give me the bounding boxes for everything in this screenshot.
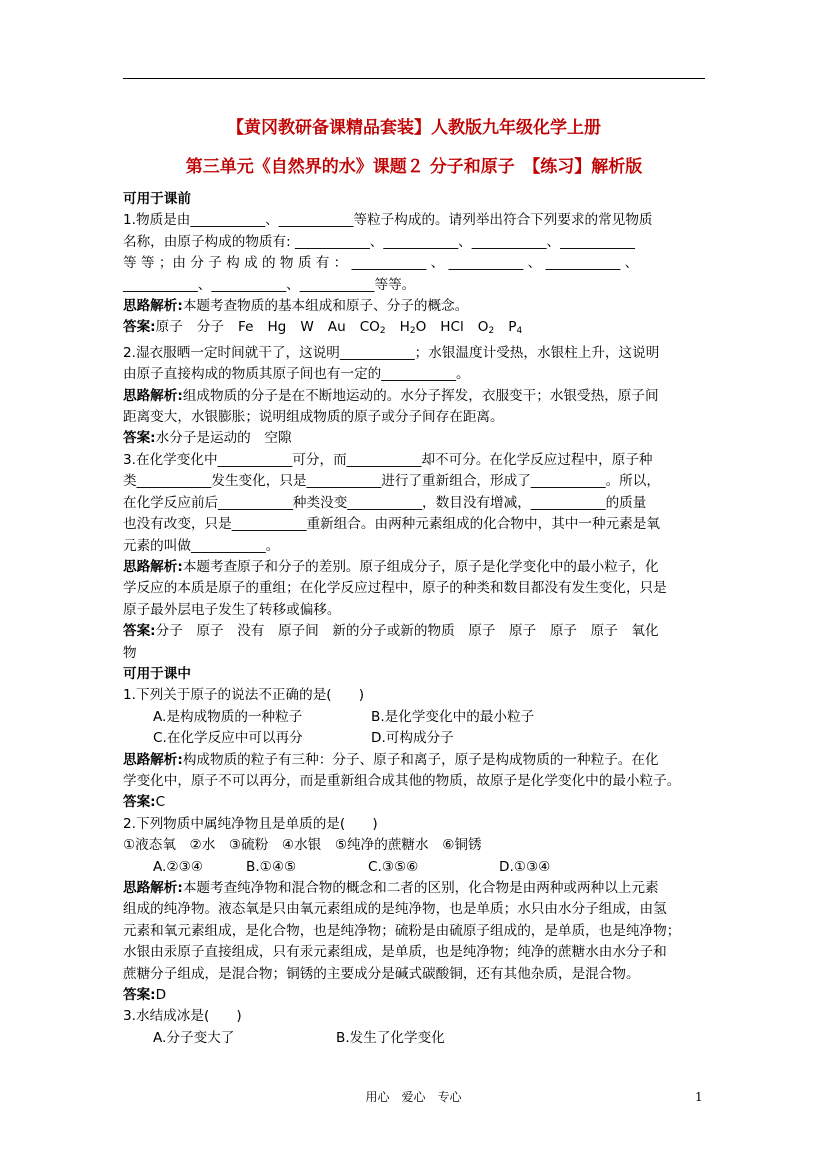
answer-item: 原子 bbox=[155, 319, 183, 336]
analysis-label: 思路解析: bbox=[123, 558, 183, 575]
q4-options-row2 bbox=[123, 728, 705, 749]
option-b: B.①④⑤ bbox=[246, 858, 297, 875]
q5-items: ①液态氧 ②水 ③硫粉 ④水银 ⑤纯净的蔗糖水 ⑥铜锈 bbox=[123, 837, 482, 854]
option-d: D.可构成分子 bbox=[371, 730, 454, 747]
q3-answer-2: 物 bbox=[123, 644, 137, 661]
q5-analysis-1 bbox=[123, 878, 705, 899]
q1-line1: 1.物质是由___________、___________等粒子构成的。请列举出符合下列要求的常见物质 bbox=[123, 212, 653, 229]
formula-o2: $O_2$ bbox=[477, 319, 495, 337]
q4-options-row1 bbox=[123, 707, 705, 728]
answer-text: 水分子是运动的 空隙 bbox=[155, 430, 292, 447]
q3-answer-1 bbox=[123, 621, 705, 642]
option-a: A.分子变大了 bbox=[153, 1029, 235, 1046]
q5-stem: 2.下列物质中属纯净物且是单质的是( ) bbox=[123, 815, 378, 832]
q5-analysis-3: 元素和氧元素组成，是化合物，也是纯净物；硫粉是由硫原子组成的，是单质，也是纯净物； bbox=[123, 922, 681, 939]
q3-line1: 3.在化学变化中___________可分，而___________却不可分。在化学反应过程中，原子种 bbox=[123, 451, 653, 468]
analysis-text: 构成物质的粒子有三种：分子、原子和离子，原子是构成物质的一种粒子。在化 bbox=[182, 751, 659, 768]
q5-analysis-5: 蔗糖分子组成，是混合物；铜锈的主要成分是碱式碳酸铜，还有其他杂质，是混合物。 bbox=[123, 965, 640, 982]
answer-item: 分子 bbox=[196, 319, 224, 336]
formula-hcl: HCl bbox=[440, 319, 464, 336]
q4-analysis-1 bbox=[123, 750, 705, 771]
q1-line4: ___________、___________、___________等等。 bbox=[123, 276, 416, 293]
answer-item: Fe bbox=[238, 319, 254, 336]
analysis-text: 本题考查原子和分子的差别。原子组成分子，原子是化学变化中的最小粒子，化 bbox=[182, 558, 659, 575]
document-title: 【黄冈教研备课精品套装】人教版九年级化学上册 bbox=[227, 118, 601, 138]
q1-line3: 等 等 ；由 分 子 构 成 的 物 质 有 ： ___________ 、 ___________ 、 ___________ 、 bbox=[123, 255, 639, 272]
page-number: 1 bbox=[695, 1090, 703, 1104]
answer-text: 分子 原子 没有 原子间 新的分子或新的物质 原子 原子 原子 原子 氧化 bbox=[155, 623, 659, 640]
option-c: C.③⑤⑥ bbox=[368, 858, 419, 875]
section-heading-pre: 可用于课前 bbox=[123, 191, 191, 207]
q4-stem: 1.下列关于原子的说法不正确的是( ) bbox=[123, 687, 365, 704]
q1-answer bbox=[123, 317, 705, 342]
answer-label: 答案: bbox=[123, 623, 156, 640]
option-b: B.发生了化学变化 bbox=[336, 1029, 445, 1046]
q4-analysis-2: 学变化中，原子不可以再分，而是重新组合成其他的物质，故原子是化学变化中的最小粒子。 bbox=[123, 772, 681, 789]
answer-item: W bbox=[300, 319, 314, 336]
q3-line2: 类___________发生变化，只是___________进行了重新组合，形成了___________。所以， bbox=[123, 473, 660, 490]
answer-label: 答案: bbox=[123, 987, 156, 1004]
q1-line2: 名称，由原子构成的物质有: ___________、___________、___________、___________ bbox=[123, 233, 635, 250]
option-a: A.②③④ bbox=[153, 858, 203, 875]
q2-answer bbox=[123, 428, 705, 449]
q6-options bbox=[123, 1028, 705, 1049]
formula-co2: $CO_2$ bbox=[359, 319, 386, 337]
formula-h2o: $H_2O$ bbox=[399, 319, 427, 337]
q1-analysis bbox=[123, 296, 705, 317]
q3-line5: 元素的叫做___________。 bbox=[123, 537, 280, 554]
q2-line1: 2.湿衣服晒一定时间就干了，这说明___________；水银温度计受热，水银柱上升，这说明 bbox=[123, 344, 660, 361]
answer-label: 答案: bbox=[123, 430, 156, 447]
document-body bbox=[123, 189, 705, 1049]
q3-line4: 也没有改变，只是___________重新组合。由两种元素组成的化合物中，其中一种元素是氧 bbox=[123, 516, 660, 533]
answer-item: Hg bbox=[267, 319, 287, 336]
analysis-label: 思路解析: bbox=[123, 387, 183, 404]
q5-analysis-4: 水银由汞原子直接组成，只有汞元素组成，是单质，也是纯净物；纯净的蔗糖水由水分子和 bbox=[123, 944, 667, 961]
option-b: B.是化学变化中的最小粒子 bbox=[371, 708, 535, 725]
q5-options bbox=[123, 857, 705, 878]
analysis-label: 思路解析: bbox=[123, 298, 183, 315]
formula-p4: $P_4$ bbox=[508, 319, 523, 337]
answer-label: 答案: bbox=[123, 794, 156, 811]
analysis-label: 思路解析: bbox=[123, 751, 183, 768]
option-a: A.是构成物质的一种粒子 bbox=[153, 708, 303, 725]
option-c: C.在化学反应中可以再分 bbox=[153, 730, 303, 747]
q3-analysis-3: 原子最外层电子发生了转移或偏移。 bbox=[123, 601, 341, 618]
header-rule bbox=[123, 78, 705, 79]
q2-analysis-1 bbox=[123, 386, 705, 407]
analysis-text: 本题考查物质的基本组成和原子、分子的概念。 bbox=[182, 298, 469, 315]
document-subtitle: 第三单元《自然界的水》课题２ 分子和原子 【练习】解析版 bbox=[185, 157, 643, 177]
answer-label: 答案: bbox=[123, 319, 156, 336]
footer-motto: 用心 爱心 专心 bbox=[365, 1090, 462, 1104]
q5-analysis-2: 组成的纯净物。液态氧是只由氧元素组成的是纯净物，也是单质；水只由水分子组成，由氢 bbox=[123, 901, 667, 918]
q3-analysis-1 bbox=[123, 557, 705, 578]
answer-item: Au bbox=[327, 319, 346, 336]
analysis-label: 思路解析: bbox=[123, 880, 183, 896]
answer-text: C bbox=[155, 794, 166, 811]
option-d: D.①③④ bbox=[499, 858, 551, 875]
answer-text: D bbox=[155, 987, 167, 1004]
q6-stem: 3.水结成冰是( ) bbox=[123, 1008, 242, 1025]
analysis-text: 本题考查纯净物和混合物的概念和二者的区别，化合物是由两种或两种以上元素 bbox=[182, 880, 659, 896]
q5-answer bbox=[123, 985, 705, 1006]
analysis-text: 组成物质的分子是在不断地运动的。水分子挥发，衣服变干；水银受热，原子间 bbox=[182, 387, 659, 404]
q4-answer bbox=[123, 792, 705, 813]
section-heading-mid: 可用于课中 bbox=[123, 665, 191, 682]
q3-line3: 在化学反应前后___________种类没变___________，数目没有增减，___________的质量 bbox=[123, 494, 647, 511]
q2-line2: 由原子直接构成的物质其原子间也有一定的___________。 bbox=[123, 366, 470, 383]
q3-analysis-2: 学反应的本质是原子的重组；在化学反应过程中，原子的种类和数目都没有发生变化，只是 bbox=[123, 580, 667, 597]
q2-analysis-2: 距离变大，水银膨胀；说明组成物质的原子或分子间存在距离。 bbox=[123, 409, 504, 426]
